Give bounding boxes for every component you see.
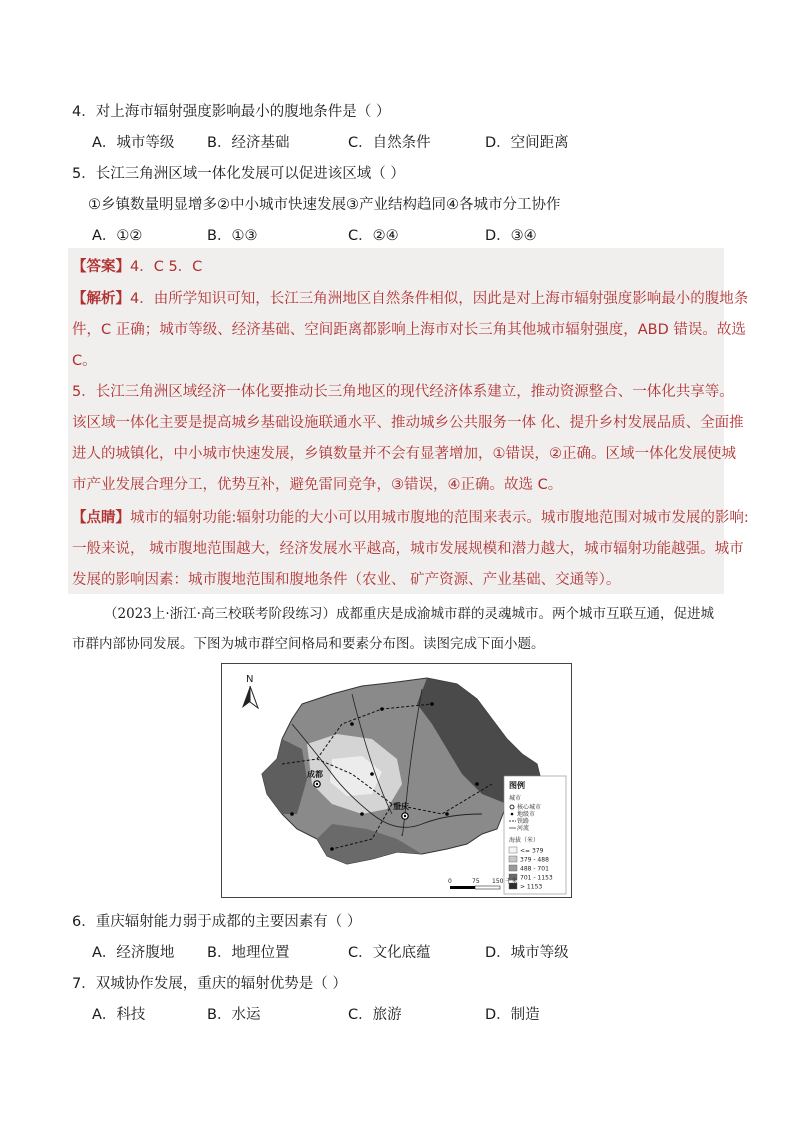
elevation-label: 379 - 488: [520, 856, 549, 864]
analysis-line-1: [72, 289, 748, 309]
local-city-marker: [380, 707, 384, 711]
point-tag: 【点睛】: [72, 510, 130, 526]
elevation-label: > 1153: [520, 883, 543, 891]
local-city-marker: [330, 847, 334, 851]
scale-label-75: 75: [472, 878, 480, 885]
answer-tag: 【答案】: [72, 259, 130, 275]
legend-core-city: 核心城市: [517, 804, 542, 811]
q5-option-d[interactable]: D．③④: [485, 228, 537, 244]
local-city-marker: [430, 702, 434, 706]
point-line-2: 一般来说， 城市腹地范围越大，经济发展水平越高，城市发展规模和潜力越大，城市辐射功能越强。城市: [72, 541, 744, 557]
local-city-marker: [445, 812, 449, 816]
scale-label-150: 150 千米: [492, 878, 518, 885]
city-cluster-map: [222, 664, 571, 897]
legend-elevation-heading: 海拔（米）: [509, 837, 540, 844]
elevation-label: <= 379: [520, 847, 544, 855]
legend-railway: 铁路: [517, 818, 530, 825]
q4-option-a[interactable]: A．城市等级: [92, 135, 175, 151]
scale-label-0: 0: [448, 878, 452, 885]
analysis-text: 4．由所学知识可知，长江三角洲地区自然条件相似，因此是对上海市辐射强度影响最小的腹地条: [130, 291, 749, 307]
legend-city-heading: 城市: [509, 795, 522, 802]
analysis-line-4: 5．长江三角洲区域经济一体化要推动长三角地区的现代经济体系建立，推动资源整合、一体化共享等。: [72, 384, 734, 400]
chengdu-label: 成都: [307, 770, 323, 779]
q5-option-b[interactable]: B．①③: [207, 228, 258, 244]
q7-option-a[interactable]: A．科技: [92, 1007, 146, 1023]
elevation-swatch: [509, 865, 517, 871]
elevation-swatch: [509, 847, 517, 853]
q4-option-c[interactable]: C．自然条件: [348, 135, 431, 151]
question-7-stem: 7．双城协作发展，重庆的辐射优势是（ ）: [72, 976, 347, 992]
q6-option-b[interactable]: B．地理位置: [207, 945, 290, 961]
analysis-line-7: 市产业发展合理分工，优势互补，避免雷同竞争，③错误，④正确。故选 C。: [72, 477, 563, 493]
north-arrow-icon: [242, 674, 258, 708]
q7-option-d[interactable]: D．制造: [485, 1007, 540, 1023]
local-city-marker: [290, 812, 294, 816]
question-6-stem: 6．重庆辐射能力弱于成都的主要因素有（ ）: [72, 914, 362, 930]
intro-line-1: （2023上·浙江·高三校联考阶段练习）成都重庆是成渝城市群的灵魂城市。两个城市互联互通，促进城: [104, 606, 714, 622]
legend-title: 图例: [509, 781, 525, 790]
question-5-stem: 5．长江三角洲区域一体化发展可以促进该区域（ ）: [72, 166, 405, 182]
q7-option-c[interactable]: C．旅游: [348, 1007, 402, 1023]
map-legend: [504, 776, 566, 894]
q6-option-a[interactable]: A．经济腹地: [92, 945, 175, 961]
q4-option-b[interactable]: B．经济基础: [207, 135, 290, 151]
legend-local-city: 地级市: [517, 811, 536, 818]
question-4-stem: 4．对上海市辐射强度影响最小的腹地条件是（ ）: [72, 104, 391, 120]
question-5-statements: ①乡镇数量明显增多②中小城市快速发展③产业结构趋同④各城市分工协作: [88, 197, 561, 213]
map-figure: [221, 663, 572, 898]
analysis-line-5: 该区域一体化主要是提高城乡基础设施联通水平、推动城乡公共服务一体 化、提升乡村发展品质、全面推: [72, 415, 744, 431]
analysis-tag: 【解析】: [72, 291, 130, 307]
point-line-1: [72, 508, 749, 528]
local-city-marker: [370, 772, 374, 776]
elevation-label: 701 - 1153: [520, 874, 553, 882]
point-line-3: 发展的影响因素：城市腹地范围和腹地条件（农业、 矿产资源、产业基础、交通等）。: [72, 572, 621, 588]
q4-option-d[interactable]: D．空间距离: [485, 135, 569, 151]
answer-line: [72, 257, 202, 277]
local-city-marker: [475, 782, 479, 786]
local-city-marker: [360, 812, 364, 816]
analysis-line-2: 件，C 正确；城市等级、经济基础、空间距离都影响上海市对长三角其他城市辐射强度，ABD 错误。故选: [72, 322, 746, 338]
q6-option-d[interactable]: D．城市等级: [485, 945, 569, 961]
q5-option-a[interactable]: A．①②: [92, 228, 143, 244]
answer-text: 4．C 5．C: [130, 259, 203, 275]
legend-river: 河流: [517, 825, 530, 832]
elevation-swatch: [509, 856, 517, 862]
chongqing-label: 重庆: [393, 802, 409, 811]
elevation-label: 488 - 701: [520, 865, 549, 873]
q5-option-c[interactable]: C．②④: [348, 228, 399, 244]
analysis-line-6: 进人的城镇化，中小城市快速发展，乡镇数量并不会有显著增加，①错误，②正确。区域一体化发展使城: [72, 446, 736, 462]
intro-line-2: 市群内部协同发展。下图为城市群空间格局和要素分布图。读图完成下面小题。: [72, 636, 545, 652]
q6-option-c[interactable]: C．文化底蕴: [348, 945, 431, 961]
north-label: N: [246, 674, 254, 685]
point-text: 城市的辐射功能:辐射功能的大小可以用城市腹地的范围来表示。城市腹地范围对城市发展的影响:: [130, 510, 749, 526]
q7-option-b[interactable]: B．水运: [207, 1007, 261, 1023]
local-city-marker: [350, 722, 354, 726]
analysis-line-3: C。: [72, 353, 97, 369]
